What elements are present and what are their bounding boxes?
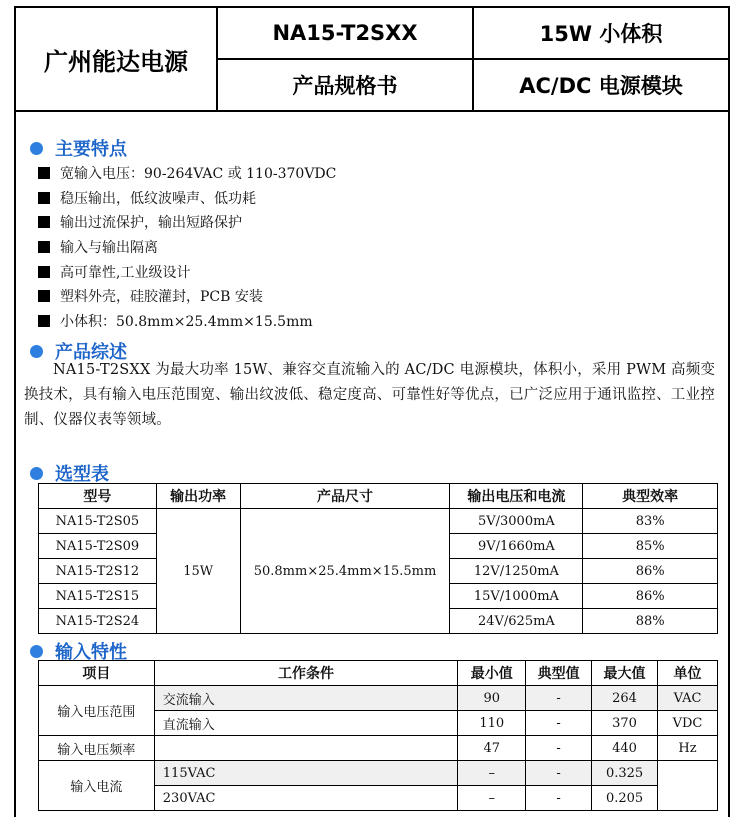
table-row	[39, 761, 718, 786]
max-cell: 370	[592, 711, 658, 736]
table-row	[39, 736, 718, 761]
output-cell: 9V/1660mA	[450, 534, 583, 559]
column-header: 单位	[658, 661, 718, 686]
column-header: 项目	[39, 661, 155, 686]
overview-paragraph: NA15-T2SXX 为最大功率 15W、兼容交直流输入的 AC/DC 电源模块，体积小，采用 PWM 高频变换技术，具有输入电压范围宽、输出纹波低、稳定度高、可靠性好等优点，已广泛应用于通讯监控、工业控制、仪器仪表等领域。	[24, 362, 716, 428]
selection-table	[38, 483, 718, 634]
efficiency-cell: 86%	[583, 559, 718, 584]
input-characteristics-table	[38, 660, 718, 811]
column-header: 典型效率	[583, 484, 718, 509]
efficiency-cell: 85%	[583, 534, 718, 559]
model-cell: NA15-T2S15	[39, 584, 157, 609]
min-cell: 90	[458, 686, 526, 711]
section-selection-title: 选型表	[30, 460, 109, 486]
section-overview-title: 产品综述	[30, 338, 127, 364]
output-cell: 12V/1250mA	[450, 559, 583, 584]
list-item: 输入与输出隔离	[38, 235, 718, 260]
column-header: 最大值	[592, 661, 658, 686]
max-cell: 440	[592, 736, 658, 761]
model-number: NA15-T2SXX	[217, 7, 473, 59]
document-type: 产品规格书	[217, 59, 473, 111]
min-cell: 47	[458, 736, 526, 761]
output-cell: 15V/1000mA	[450, 584, 583, 609]
bullet-dot-icon	[30, 467, 43, 480]
condition-cell: 115VAC	[154, 761, 458, 786]
typ-cell: -	[526, 686, 592, 711]
feature-list	[38, 161, 718, 333]
efficiency-cell: 83%	[583, 509, 718, 534]
square-bullet-icon	[38, 241, 50, 253]
list-item: 稳压输出，低纹波噪声、低功耗	[38, 186, 718, 211]
typ-cell: -	[526, 761, 592, 786]
square-bullet-icon	[38, 290, 50, 302]
table-row	[39, 686, 718, 711]
list-item: 宽输入电压：90-264VAC 或 110-370VDC	[38, 161, 718, 186]
min-cell: –	[458, 761, 526, 786]
list-item: 小体积：50.8mm×25.4mm×15.5mm	[38, 309, 718, 334]
product-title-line2: AC/DC 电源模块	[473, 59, 729, 111]
output-cell: 5V/3000mA	[450, 509, 583, 534]
max-cell: 264	[592, 686, 658, 711]
column-header: 输出电压和电流	[450, 484, 583, 509]
section-features-title: 主要特点	[30, 135, 127, 161]
unit-cell	[658, 761, 718, 811]
condition-cell: 230VAC	[154, 786, 458, 811]
size-cell: 50.8mm×25.4mm×15.5mm	[240, 509, 450, 634]
model-cell: NA15-T2S09	[39, 534, 157, 559]
typ-cell: -	[526, 786, 592, 811]
square-bullet-icon	[38, 266, 50, 278]
column-header: 工作条件	[154, 661, 458, 686]
column-header: 输出功率	[156, 484, 240, 509]
bullet-dot-icon	[30, 142, 43, 155]
efficiency-cell: 86%	[583, 584, 718, 609]
square-bullet-icon	[38, 216, 50, 228]
column-header: 典型值	[526, 661, 592, 686]
condition-cell: 交流输入	[154, 686, 458, 711]
company-name: 广州能达电源	[15, 7, 217, 111]
column-header: 产品尺寸	[240, 484, 450, 509]
item-cell: 输入电压频率	[39, 736, 155, 761]
bullet-dot-icon	[30, 345, 43, 358]
bullet-dot-icon	[30, 645, 43, 658]
condition-cell: 直流输入	[154, 711, 458, 736]
min-cell: 110	[458, 711, 526, 736]
unit-cell: VDC	[658, 711, 718, 736]
item-cell: 输入电流	[39, 761, 155, 811]
max-cell: 0.205	[592, 786, 658, 811]
column-header: 最小值	[458, 661, 526, 686]
square-bullet-icon	[38, 192, 50, 204]
efficiency-cell: 88%	[583, 609, 718, 634]
column-header: 型号	[39, 484, 157, 509]
model-cell: NA15-T2S24	[39, 609, 157, 634]
output-cell: 24V/625mA	[450, 609, 583, 634]
section-input-title: 输入特性	[30, 638, 127, 664]
list-item: 高可靠性,工业级设计	[38, 259, 718, 284]
list-item: 输出过流保护，输出短路保护	[38, 210, 718, 235]
document-header	[14, 6, 730, 112]
max-cell: 0.325	[592, 761, 658, 786]
unit-cell: VAC	[658, 686, 718, 711]
item-cell: 输入电压范围	[39, 686, 155, 736]
typ-cell: -	[526, 736, 592, 761]
square-bullet-icon	[38, 315, 50, 327]
unit-cell: Hz	[658, 736, 718, 761]
condition-cell	[154, 736, 458, 761]
model-cell: NA15-T2S12	[39, 559, 157, 584]
product-title-line1: 15W 小体积	[473, 7, 729, 59]
model-cell: NA15-T2S05	[39, 509, 157, 534]
power-cell: 15W	[156, 509, 240, 634]
min-cell: –	[458, 786, 526, 811]
list-item: 塑料外壳，硅胶灌封，PCB 安装	[38, 284, 718, 309]
table-row	[39, 509, 718, 534]
typ-cell: -	[526, 711, 592, 736]
square-bullet-icon	[38, 167, 50, 179]
